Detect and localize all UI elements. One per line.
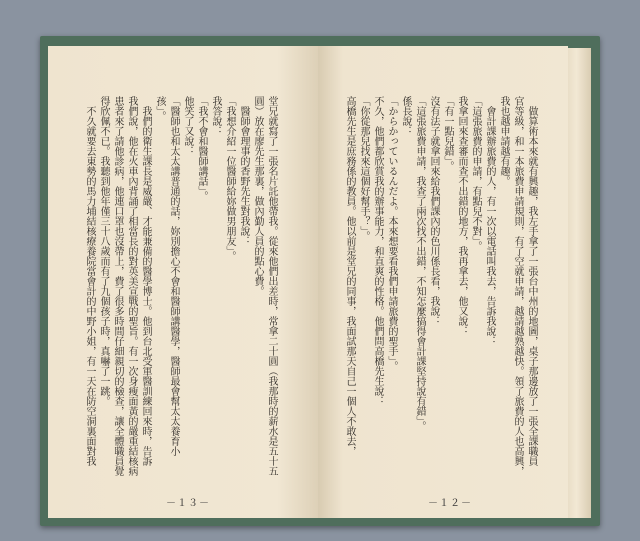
text-column: 圓）放在廖先生那裏，做內勤人員的點心費。 — [252, 96, 263, 296]
text-column: 官等級，和一本旅費申請規則，有了空就申請，越請越熟越快。領了旅費的人也高興， — [512, 96, 523, 476]
text-column: 我也越申請越有趣。 — [498, 96, 509, 186]
text-column: 得欣佩不已。我聽到他年僅三十八歲而有了九個孩子時，真嚇了一跳。 — [98, 96, 109, 406]
text-column: 不久就要去東勢的馬力埔結核療養院當會計的中野小姐，有一天在防空洞裏面對我 — [84, 106, 95, 466]
text-column: 「你從那兒找來這個好幫手？」。 — [358, 96, 369, 241]
text-column: 不久，他們都欣賞我的辦事能力，和直爽的性格。他們問高橋先生說： — [372, 96, 383, 406]
page-12-text — [338, 96, 538, 492]
text-column: 他笑了又說： — [182, 96, 193, 156]
text-column: 孩」。 — [154, 96, 165, 121]
page-number: －１２－ — [428, 498, 472, 509]
text-column: 堂兄就寫了一張名片託他帶我。從來他們出差時，常拿二十圓（我那時的薪水是五十五 — [266, 96, 277, 476]
page-stack-edge — [566, 48, 591, 518]
text-column: 沒有法子就拿回來給我們課內的色川係長看，我說： — [428, 96, 439, 326]
text-column: 高橋先生是庶務係的教員。他以前是堂兄的同事，我面試那天自己一個人不敢去， — [344, 96, 355, 456]
text-column: 我們的衛生課長是威嚴、才能兼備的醫學博士。他到台北受軍醫訓練回來時，告訴 — [140, 106, 151, 466]
text-column: 「這張旅費申請，我查了兩次找不出錯，不知怎麼搞得會計課堅持說有錯」。 — [414, 96, 425, 431]
text-column: 患者來了請他診病，他連口罩也沒帶上，費了很多時間仔細親切的檢查，讓全體職員覺 — [112, 96, 123, 476]
text-column: 我們說，他在火車內背誦了相當長的對英美宣戰的聖旨。有一次身瘦面黃的嚴重結核病 — [126, 96, 137, 476]
text-column: 醫師會理事的香野先生對我說： — [238, 106, 249, 246]
page-13-text — [78, 96, 278, 492]
page-13 — [48, 46, 318, 518]
text-column: 做算術本來就有興趣，我左手拿了一張台中州的地圖，桌子那邊放了一張全課職員 — [526, 106, 537, 466]
text-column: 「這張旅費的申請，有點兒不對」。 — [470, 96, 481, 251]
text-column: 「有一點兒錯」。 — [442, 96, 453, 171]
page-12 — [318, 46, 568, 518]
text-column: 係長說： — [400, 96, 411, 136]
page-number: －１３－ — [166, 498, 210, 509]
text-column: 「醫師也和太太講普通的話，妳別擔心不會和醫師講醫學，醫師最會幫太太養育小 — [168, 96, 179, 456]
text-column: 我拿回來查審而查不出錯的地方，我再拿去，他又說： — [456, 96, 467, 336]
text-column: 會計課辦旅費的人，有一次以電話叫我去，告訴我說： — [484, 106, 495, 346]
text-column: 「我想介紹一位醫師給妳做男朋友」。 — [224, 96, 235, 261]
text-column: 我答說： — [210, 96, 221, 136]
text-column: 「我不會和醫師講話」。 — [196, 96, 207, 201]
text-column: 「からかっているんだよ。本來想要看我們申請旅費的聖手」。 — [386, 96, 397, 371]
